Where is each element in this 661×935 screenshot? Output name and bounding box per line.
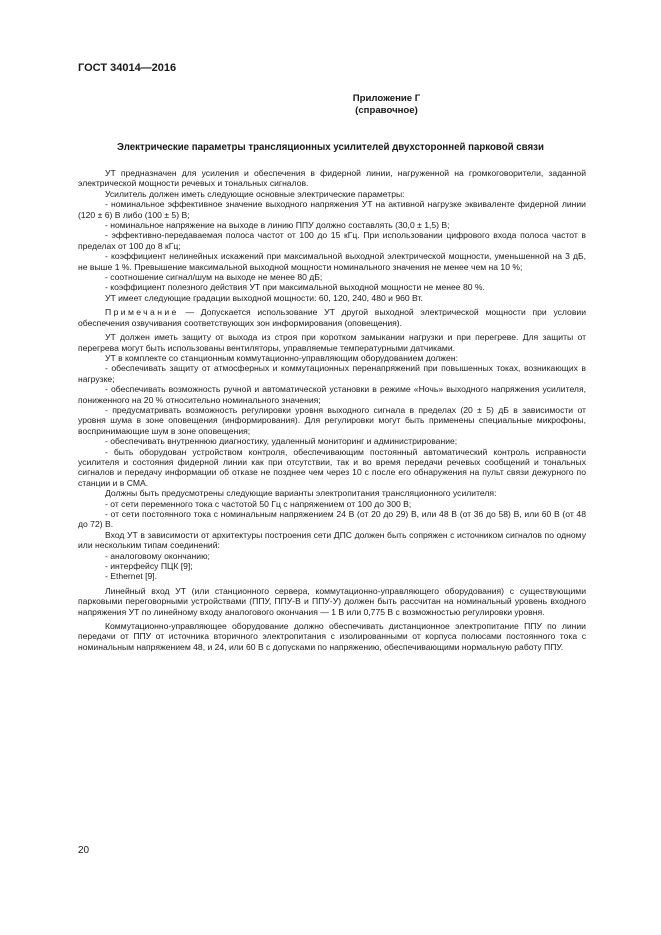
annex-type: (справочное) — [355, 105, 418, 116]
page-number: 20 — [78, 845, 90, 856]
paragraph: Усилитель должен иметь следующие основные электрические параметры: — [105, 188, 405, 199]
list-item: - коэффициент нелинейных искажений при максимальной выходной электрической мощности, уменьшенной на 3 дБ, не выше 1 %. Превышение максимальной выходной мощности номинального значения не менее чем на 10 %; — [78, 251, 586, 272]
standard-designation: ГОСТ 34014—2016 — [78, 62, 177, 74]
list-item: - аналоговому окончанию; — [105, 550, 210, 561]
paragraph: Коммутационно-управляющее оборудование должно обеспечивать дистанционное электропитание ППУ по линии передачи от ППУ от источника вторичного электропитания с изолированными от корпуса полюсами постоянного тока с номинальным напряжением 48, и 24, или 60 В с допусками по напряжению, обеспечивающими нормальную работу ППУ. — [78, 621, 586, 652]
paragraph: Вход УТ в зависимости от архитектуры построения сети ДПС должен быть сопряжен с источником сигналов по одному или нескольким типам соединений: — [78, 529, 586, 551]
note-text: — Допускается использование УТ другой выходной электрической мощности при условии обеспечения озвучивания соответствующих зон информирования (оповещения). — [78, 307, 586, 328]
section-heading: Электрические параметры трансляционных усилителей двухсторонней парковой связи — [117, 142, 544, 153]
paragraph: УТ предназначен для усиления и обеспечения в фидерной линии, нагруженной на громкоговорители, заданной электрической мощности речевых и тональных сигналов. — [78, 168, 586, 189]
list-item: - обеспечивать внутреннюю диагностику, удаленный мониторинг и администрирование; — [105, 436, 458, 447]
list-item: - интерфейсу ПЦК [9]; — [105, 561, 193, 572]
list-item: - коэффициент полезного действия УТ при максимальной выходной мощности не менее 80 %. — [105, 282, 485, 293]
list-item: - номинальное напряжение на выходе в линию ППУ должно составлять (30,0 ± 1,5) В; — [105, 220, 450, 231]
note-label: Примечание — [105, 307, 179, 318]
note — [78, 307, 586, 328]
list-item: - обеспечивать защиту от атмосферных и коммутационных перенапряжений при повышенных токах, возникающих в нагрузке; — [78, 363, 586, 384]
list-item: - Ethernet [9]. — [105, 571, 158, 582]
body-text — [78, 168, 586, 652]
paragraph: Линейный вход УТ (или станционного сервера, коммутационно-управляющего оборудования) с существующими парковыми переговорными устройствами (ППУ, ППУ-В и ППУ-У) должен быть рассчитан на номинальный уровень входного напряжения УТ по линейному входу аналогового окончания — 1 В или 0,775 В с возможностью регулировки уровня. — [78, 585, 586, 617]
list-item: - соотношение сигнал/шум на выходе не менее 80 дБ; — [105, 272, 323, 283]
list-item: - от сети постоянного тока с номинальным напряжением 24 В (от 20 до 29) В, или 48 В (от 36 до 58) В, или 60 В (от 48 до 72) В. — [78, 509, 586, 530]
list-item: - от сети переменного тока с частотой 50 Гц с напряжением от 100 до 300 В; — [105, 498, 412, 509]
list-item: - номинальное эффективное значение выходного напряжения УТ на активной нагрузке эквиваленте фидерной линии (120 ± 6) В либо (100 ± 5) В; — [78, 199, 586, 220]
paragraph: УТ в комплекте со станционным коммутационно-управляющим оборудованием должен: — [105, 352, 458, 363]
paragraph: Должны быть предусмотрены следующие варианты электропитания трансляционного усилителя: — [105, 488, 497, 499]
annex-header — [78, 93, 583, 117]
annex-title: Приложение Г — [352, 93, 421, 104]
paragraph: УТ имеет следующие градации выходной мощности: 60, 120, 240, 480 и 960 Вт. — [105, 292, 423, 303]
list-item: - быть оборудован устройством контроля, обеспечивающим постоянный автоматический контроль исправности усилителя и состояния фидерной линии как при отсутствии, так и во время передачи речевых сообщений и тональных сигналов и передачу информации об отказе не позднее чем через 10 с после его обнаружения на пульт связи дежурного по станции и в СМА. — [78, 446, 586, 488]
list-item: - предусматривать возможность регулировки уровня выходного сигнала в пределах (20 ± 5) дБ в зависимости от уровня шума в зоне оповещения (информирования). Для регулировки могут быть применены специальные микрофоны, воспринимающие шум в зоне оповещения; — [78, 404, 586, 436]
paragraph: УТ должен иметь защиту от выхода из строя при коротком замыкании нагрузки и при перегреве. Для защиты от перегрева могут быть использованы вентиляторы, управляемые температурными датчиками. — [78, 332, 586, 353]
list-item: - обеспечивать возможность ручной и автоматической установки в режиме «Ночь» выходного напряжения усилителя, пониженного на 20 % относительно номинального значения; — [78, 384, 586, 405]
list-item: - эффективно-передаваемая полоса частот от 100 до 15 кГц. При использовании цифрового входа полоса частот в пределах от 100 до 8 кГц; — [78, 230, 586, 251]
